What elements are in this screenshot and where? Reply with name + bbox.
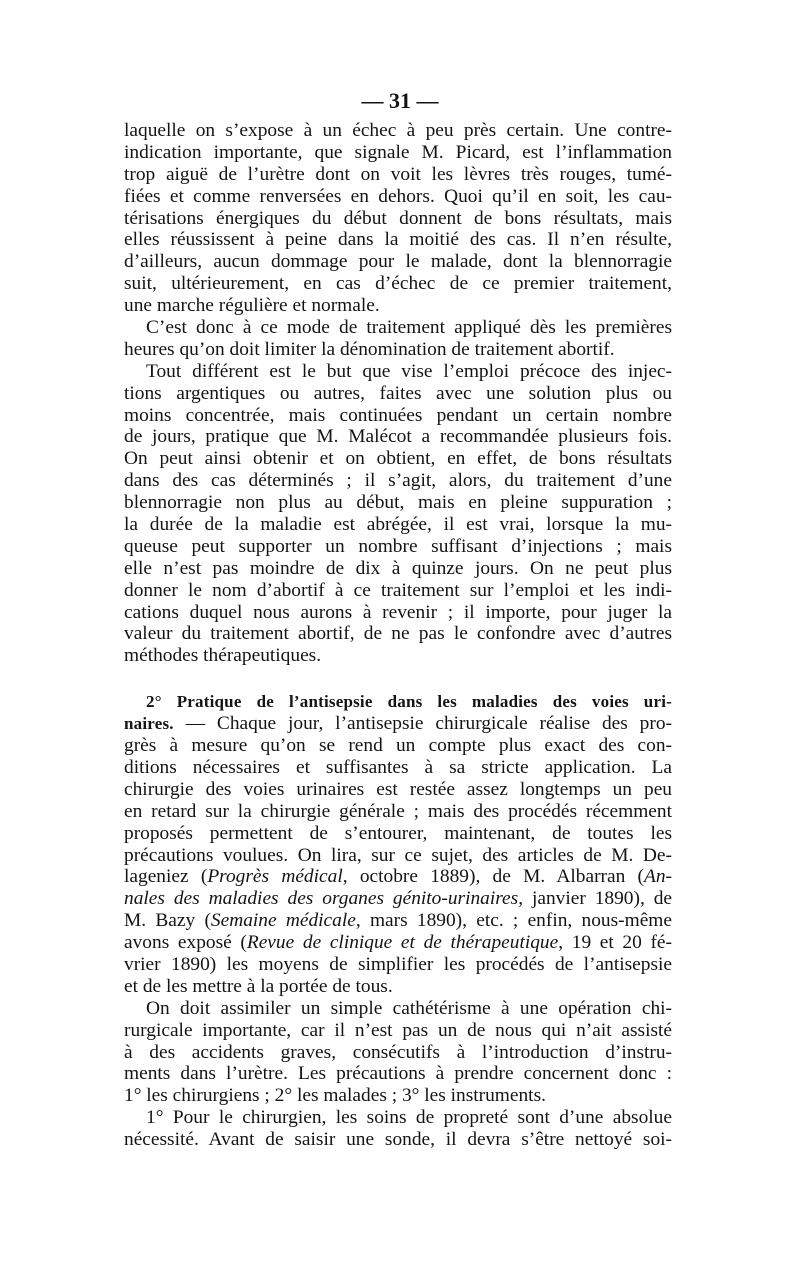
text-line xyxy=(124,910,672,932)
text-line: ditions nécessaires et suffisantes à sa stricte application. La xyxy=(124,756,672,778)
text-line: blennorragie non plus au début, mais en pleine suppuration ; xyxy=(124,492,672,514)
text-line: et de les mettre à la portée de tous. xyxy=(124,975,393,997)
text-line: laquelle on s’expose à un échec à peu près certain. Une contre- xyxy=(124,120,672,141)
text-line: cations duquel nous aurons à revenir ; il importe, pour juger la xyxy=(124,601,672,623)
text-line: térisations énergiques du début donnent de bons résultats, mais xyxy=(124,207,672,229)
text-line: chirurgie des voies urinaires est restée assez longtemps un peu xyxy=(124,778,672,800)
text-line: Tout différent est le but que vise l’emploi précoce des injec- xyxy=(146,360,672,382)
text-line: précautions voulues. On lira, sur ce sujet, des articles de M. De- xyxy=(124,844,672,866)
text-line: proposés permettent de s’entourer, maintenant, de toutes les xyxy=(124,822,672,844)
text-line xyxy=(124,691,672,713)
text-line: elle n’est pas moindre de dix à quinze jours. On ne peut plus xyxy=(124,557,672,579)
text-line xyxy=(124,888,672,910)
italic-citation: An- xyxy=(644,866,672,888)
page-number: — 31 — xyxy=(361,88,439,113)
section-title: 2° Pratique de l’antisepsie dans les maladies des voies uri- xyxy=(146,692,672,712)
italic-citation: nales des maladies des organes génito-urinaires xyxy=(124,888,519,910)
text-line: C’est donc à ce mode de traitement appliqué dès les premières xyxy=(146,317,672,339)
text-line: heures qu’on doit limiter la dénomination de traitement abortif. xyxy=(124,338,615,360)
text-line: de jours, pratique que M. Malécot a recommandée plusieurs fois. xyxy=(124,426,672,448)
text-line: ments dans l’urètre. Les précautions à prendre concernent donc : xyxy=(124,1063,672,1085)
text-run: lageniez ( xyxy=(124,866,208,888)
text-line: 1° les chirurgiens ; 2° les malades ; 3° les instruments. xyxy=(124,1085,546,1107)
text-line: en retard sur la chirurgie générale ; mais des procédés récemment xyxy=(124,800,672,822)
text-run: M. Bazy ( xyxy=(124,910,211,932)
section-title: naires. xyxy=(124,714,174,734)
text-line: tions argentiques ou autres, faites avec une solution plus ou xyxy=(124,382,672,404)
text-line: elles réussissent à peine dans la moitié des cas. Il n’en résulte, xyxy=(124,229,672,251)
text-line: dans des cas déterminés ; il s’agit, alors, du traitement d’une xyxy=(124,470,672,492)
text-line: nécessité. Avant de saisir une sonde, il devra s’être nettoyé soi- xyxy=(124,1129,672,1151)
text-line: la durée de la maladie est abrégée, il est vrai, lorsque la mu- xyxy=(124,514,672,536)
body-text xyxy=(124,120,672,1151)
text-line: rurgicale importante, car il n’est pas un de nous qui n’ait assisté xyxy=(124,1019,672,1041)
text-run: , janvier 1890), de xyxy=(518,888,672,910)
text-line: On doit assimiler un simple cathétérisme à une opération chi- xyxy=(146,997,672,1019)
text-line: d’ailleurs, aucun dommage pour le malade, dont la blennorragie xyxy=(124,251,672,273)
text-line: trop aiguë de l’urètre dont on voit les lèvres très rouges, tumé- xyxy=(124,163,672,185)
text-line: On peut ainsi obtenir et on obtient, en effet, de bons résultats xyxy=(124,448,672,470)
text-run: , octobre 1889), de M. Albarran ( xyxy=(342,866,644,888)
italic-citation: Progrès médical xyxy=(207,866,343,888)
text-line: valeur du traitement abortif, de ne pas le confondre avec d’autres xyxy=(124,623,672,645)
text-line: une marche régulière et normale. xyxy=(124,295,380,317)
text-line: suit, ultérieurement, en cas d’échec de ce premier traitement, xyxy=(124,273,672,295)
text-line: à des accidents graves, consécutifs à l’introduction d’instru- xyxy=(124,1041,672,1063)
text-run: , 19 et 20 fé- xyxy=(558,932,672,954)
text-line xyxy=(124,932,672,954)
text-run: , mars 1890), etc. ; enfin, nous-même xyxy=(355,910,672,932)
text-line: vrier 1890) les moyens de simplifier les procédés de l’antisepsie xyxy=(124,953,672,975)
text-line: donner le nom d’abortif à ce traitement sur l’emploi et les indi- xyxy=(124,579,672,601)
text-line: grès à mesure qu’on se rend un compte plus exact des con- xyxy=(124,735,672,757)
paragraph-gap xyxy=(124,667,672,691)
italic-citation: Semaine médicale xyxy=(210,910,356,932)
text-line: 1° Pour le chirurgien, les soins de propreté sont d’une absolue xyxy=(146,1107,672,1129)
text-line: queuse peut supporter un nombre suffisant d’injections ; mais xyxy=(124,535,672,557)
text-line: méthodes thérapeutiques. xyxy=(124,645,322,667)
text-line: indication importante, que signale M. Picard, est l’inflammation xyxy=(124,141,672,163)
text-line: moins concentrée, mais continuées pendant un certain nombre xyxy=(124,404,672,426)
italic-citation: Revue de clinique et de thérapeutique xyxy=(246,932,559,954)
text-line xyxy=(124,713,672,735)
text-line: fiées et comme renversées en dehors. Quoi qu’il en soit, les cau- xyxy=(124,185,672,207)
text-run: avons exposé ( xyxy=(124,932,247,954)
text-run: — Chaque jour, l’antisepsie chirurgicale réalise des pro- xyxy=(173,713,672,735)
text-line xyxy=(124,866,672,888)
